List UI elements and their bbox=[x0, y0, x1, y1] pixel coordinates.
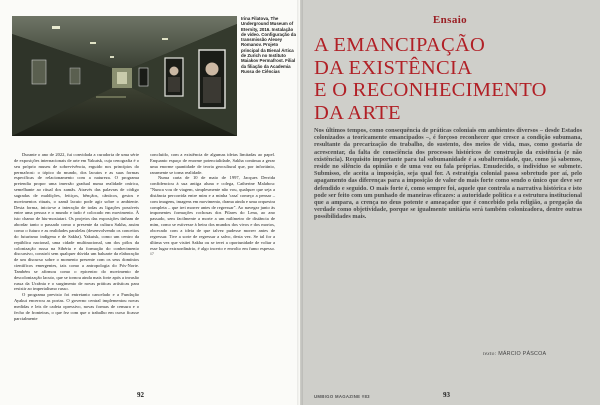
author-credit bbox=[483, 351, 546, 357]
title-line: DA EXISTÊNCIA bbox=[314, 56, 473, 79]
paragraph: O programa previsto foi entretanto cancelado e a Fundação Ayakut encerrou as portas. O governo central implementou novas medidas e leis de cadeia opressivo, novas formas de censura e o fecho de fronteiras, o que fez com que o trabalho em curso ficasse parcialmente bbox=[14, 292, 139, 321]
installation-photo bbox=[12, 16, 237, 136]
right-page bbox=[300, 0, 600, 405]
photo-caption: Irina Filatova, The Underground Museum of Eternity, 2016. Instalação de vídeo. Configuração da transmissão Alexey Romanov. Projeto principal da Bienal Ártica de Zurich no Instituto Maiakov Permafrost. Filial da filiação da Academia Russa de Ciências bbox=[241, 16, 296, 74]
title-line: A EMANCIPAÇÃO bbox=[314, 34, 486, 56]
paragraph: Numa carta de 10 de maio de 1997, Jacques Derrida confidenciou à sua antiga aluna e colega, Catherine Malabou: "Nunca vou de viagem, simplesmente não vou, qualquer que seja a distância percorrida entre mim e a minha 'casa' começo a pensar – com imagens, imagens em movimento, drama ainda e uma orquestra completa – que irei morrer antes de regressar". Ao navegar junto às imponentes formações rochosas dos Pilares do Lena, ao ano passado, sem facilmente a morte a um milímetro de distância de mim, como se estivesse à beira dos mundos dos vivos e dos mortos, obcecado com a ideia de que talvez pudesse morrer antes de regressar. Tive a sorte de regressar a salvo, desta vez. Se tal for a última vez que visitei Sakha ou se terei a oportunidade de voltar a esse lugar extraordinário, é algo incerto e envolto em fumo espesso. /// bbox=[150, 175, 275, 257]
body-column-b bbox=[150, 152, 275, 257]
article-title bbox=[314, 34, 594, 124]
lead-paragraph: Nos últimos tempos, como consequência de práticas coloniais em ambientes diversos – desde Estados colonizados a teoricamente emancipados –, é forçoso reconhecer que cresce a condição subumana, resultante da precarização do trabalho, do sustento, dos meios de vida, mas, como gostaria de acrescentar, da falta de consciência dos processos históricos de construção da existência (e não existência). Requisito importante para tal subumanidade é a subalternidade, que, como já sabemos, reside no silêncio da opinião e de uma voz ou fala próprias. Emudecido, o indivíduo se submete. Submisso, ele aceita a imposição, seja qual for. A estratégia colonial passa sobretudo por aí, pelo apagamento das diferenças para a imposição de valor do mais forte como sendo o único que deve ser defendido e seguido. O mais forte é, como sempre foi, aquele que controla a narrativa histórica e isto pode ser feito com um punhado de maneiras eficazes: a autoridade política e a estrutura institucional que a ampara, a crença no deus potente e ameaçador que é concebido pela religião, a pregação da verdade como objetividade, porque se igualmente unitária será também colonizadora, dentre outras possibilidades mais. bbox=[314, 127, 582, 221]
tunnel-image bbox=[12, 16, 237, 136]
paragraph: concluído, com a existência de algumas ideias limitadas ao papel. Enquanto espaço de enorme potencialidade, Sakha continua a gerar uma enorme quantidade de teoria geocultural que, por infortúnio, raramente se torna realidade. bbox=[150, 152, 275, 175]
magazine-footer: UMBIGO MAGAZINE #83 bbox=[314, 394, 370, 399]
body-column-a bbox=[14, 152, 139, 321]
section-label-text: Ensaio bbox=[432, 14, 468, 26]
title-line: DA ARTE bbox=[314, 101, 401, 124]
spine-gutter bbox=[297, 0, 303, 405]
credit-name: MÁRCIO PÁSCOA bbox=[498, 351, 547, 357]
page-number-right: 93 bbox=[443, 391, 450, 399]
credit-label: texto: bbox=[483, 351, 497, 357]
section-label bbox=[300, 14, 600, 26]
title-line: E O RECONHECIMENTO bbox=[314, 79, 547, 101]
paragraph: Durante o ano de 2022, fui convidada a curadoria de uma série de exposições internacionais de arte em Yakutsk, cuja cenografia é o seu próprio museu de sobrevivência, erguido nos princípios do permafrost: o tópico do mundo, dos lacutos e as suas formas específicas de relacionamento com a natureza. O programa pretendia propor uma imersão gradual numa realidade onírica, semelhante ao ritual dos xamãs. Através das palavras de código sagradas de maldições, feitiços, bênçãos, cânticos, gestos e movimentos rituais, o xamã lacuto pode agir sobre o ambiente. Desta forma, inicia-se a interação de todas as ligações possíveis entre uma pessoa e o mundo e tudo é colocado em movimento. À isto chamo de hiu-mosiatari. Os projetos das exposições tinham de abordar tanto o passado como o presente da cultura Sakha, assim como o futuro e as realidades paralelas (desenvolvendo os conceitos do futurismo indígena e de Sakha). Yakutsk, como um centro da república nacional, uma cidade multinacional, um dos pólos da colonização russa na Sibéria e da formação do conhecimento discursivo, constrói sem qualquer dúvida um baluarte da elaboração de um discurso sobre o momento presente com os seus domínios científicos emergentes, tais como a antropologia do Pós-Norte. Também se afirmou como o epicentro do movimento de descolonização lacuto, que se tornou ainda mais forte após a invasão russa da Ucrânia e o surgimento de novas práticas artísticas para resistir ao imperialismo russo. bbox=[14, 152, 139, 292]
page-number-left: 92 bbox=[137, 391, 144, 399]
